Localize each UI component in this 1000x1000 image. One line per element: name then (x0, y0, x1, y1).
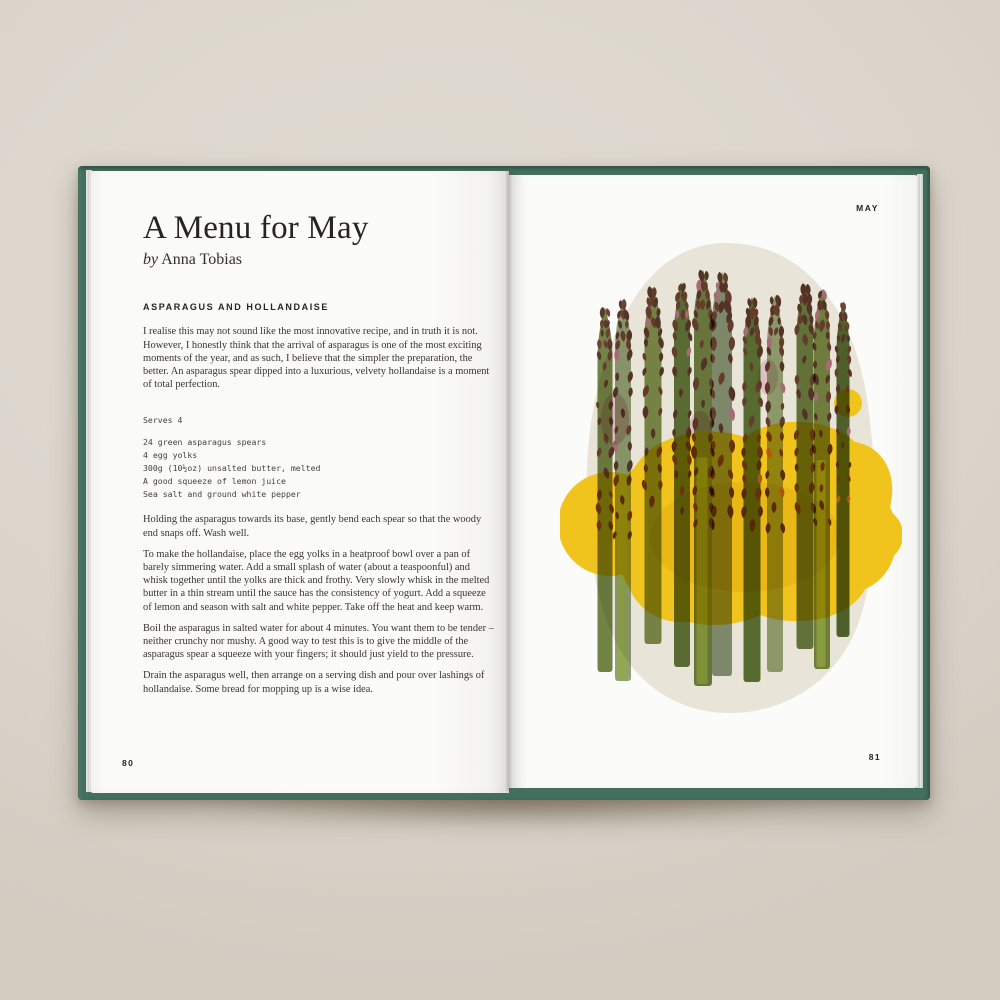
intro-paragraph: I realise this may not sound like the most innovative recipe, and in truth it is not. However, I honestly think that the arrival of asparagus is one of the most exciting moments of the year, and as such, I believe that the simpler the preparation, the better. An asparagus spear dipped into a luxurious, velvety hollandaise is a moment of total perfection. (143, 326, 490, 391)
asparagus-illustration (560, 237, 902, 719)
page-title: A Menu for May (143, 210, 369, 246)
ingredients-list (143, 436, 497, 501)
page-number-right: 81 (868, 752, 881, 762)
serves-label: Serves 4 (143, 415, 183, 426)
method-paragraph: Holding the asparagus towards its base, gently bend each spear so that the woody end snaps off. Wash well. (143, 514, 482, 539)
page-number-left: 80 (122, 758, 135, 768)
ingredient-line: Sea salt and ground white pepper (143, 489, 301, 500)
book-cover (78, 166, 930, 800)
byline-author: Anna Tobias (161, 251, 243, 269)
method-paragraph: Boil the asparagus in salted water for about 4 minutes. You want them to be tender – neither crunchy nor mushy. A good way to test this is to give the middle of the asparagus spear a squeeze with your fingers; it should just yield to the pressure. (143, 622, 494, 661)
method-paragraphs (143, 513, 497, 695)
method-paragraph: To make the hollandaise, place the egg yolks in a heatproof bowl over a pan of barely simmering water. Add a small splash of water (about a teaspoonful) and whisk together until the yolks are thick and frothy. Very slowly whisk in the melted butter in a thin stream until the sauce has the consistency of yogurt. Add a squeeze of lemon and season with salt and white pepper. Take off the heat and keep warm. (143, 548, 490, 613)
page-edge-stack-right (917, 174, 923, 788)
ingredient-line: 4 egg yolks (143, 450, 198, 461)
left-page-content (143, 211, 497, 704)
method-paragraph: Drain the asparagus well, then arrange on a serving dish and pour over lashings of hollandaise. Some bread for mopping up is a wise idea. (143, 670, 485, 695)
book-gutter (505, 171, 513, 791)
ingredient-line: 24 green asparagus spears (143, 437, 267, 448)
ingredient-line: 300g (10½oz) unsalted butter, melted (143, 463, 321, 474)
byline-prefix: by (143, 251, 159, 269)
ingredient-line: A good squeeze of lemon juice (143, 476, 286, 487)
byline (143, 251, 497, 269)
recipe-heading: ASPARAGUS AND HOLLANDAISE (143, 302, 330, 313)
section-label: MAY (856, 203, 879, 213)
right-page (509, 175, 917, 788)
left-page (91, 171, 509, 793)
